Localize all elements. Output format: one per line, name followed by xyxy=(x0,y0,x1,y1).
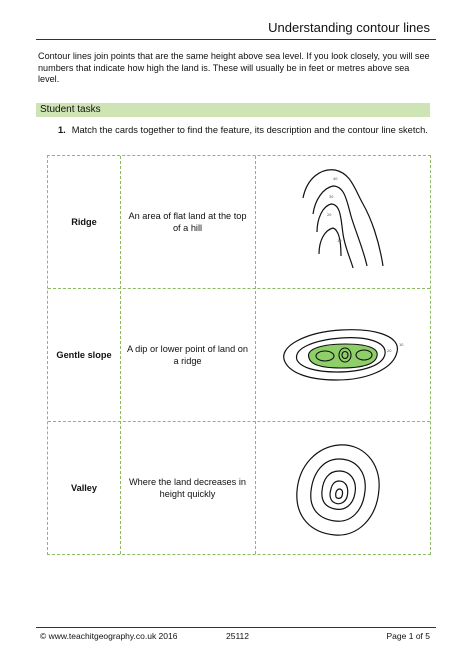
svg-text:20: 20 xyxy=(327,213,332,217)
svg-text:40: 40 xyxy=(333,177,338,181)
copyright-text: © www.teachitgeography.co.uk 2016 xyxy=(40,631,178,641)
svg-text:10: 10 xyxy=(337,239,342,243)
feature-card-valley[interactable]: Valley xyxy=(70,482,98,493)
task-number: 1. xyxy=(58,125,66,135)
footer-divider xyxy=(36,627,436,628)
ridge-contour-sketch[interactable] xyxy=(255,156,431,288)
svg-text:20: 20 xyxy=(387,349,392,353)
description-card[interactable]: A dip or lower point of land on a ridge xyxy=(126,343,249,366)
page-number: Page 1 of 5 xyxy=(386,631,430,641)
svg-text:10: 10 xyxy=(399,343,404,347)
intro-paragraph: Contour lines join points that are the same height above sea level. If you look closely, you will see numbers that indicate how high the land is. These will usually be in feet or metres above sea level. xyxy=(38,51,430,85)
student-tasks-heading: Student tasks xyxy=(36,103,430,117)
svg-text:30: 30 xyxy=(329,195,334,199)
header-divider xyxy=(36,39,436,40)
steep-hill-contour-sketch[interactable] xyxy=(255,421,431,554)
feature-card-gentle-slope[interactable]: Gentle slope xyxy=(56,349,112,360)
task-item xyxy=(58,125,428,135)
matching-cards-grid xyxy=(47,155,431,555)
resource-code: 25112 xyxy=(226,631,250,641)
description-card[interactable]: Where the land decreases in height quickly xyxy=(129,476,246,499)
flat-top-contour-sketch[interactable] xyxy=(255,288,431,421)
description-card[interactable]: An area of flat land at the top of a hill xyxy=(128,211,247,233)
task-text: Match the cards together to find the feature, its description and the contour line sketch. xyxy=(71,125,428,135)
page-title: Understanding contour lines xyxy=(268,20,430,35)
feature-card-ridge[interactable]: Ridge xyxy=(71,217,97,227)
